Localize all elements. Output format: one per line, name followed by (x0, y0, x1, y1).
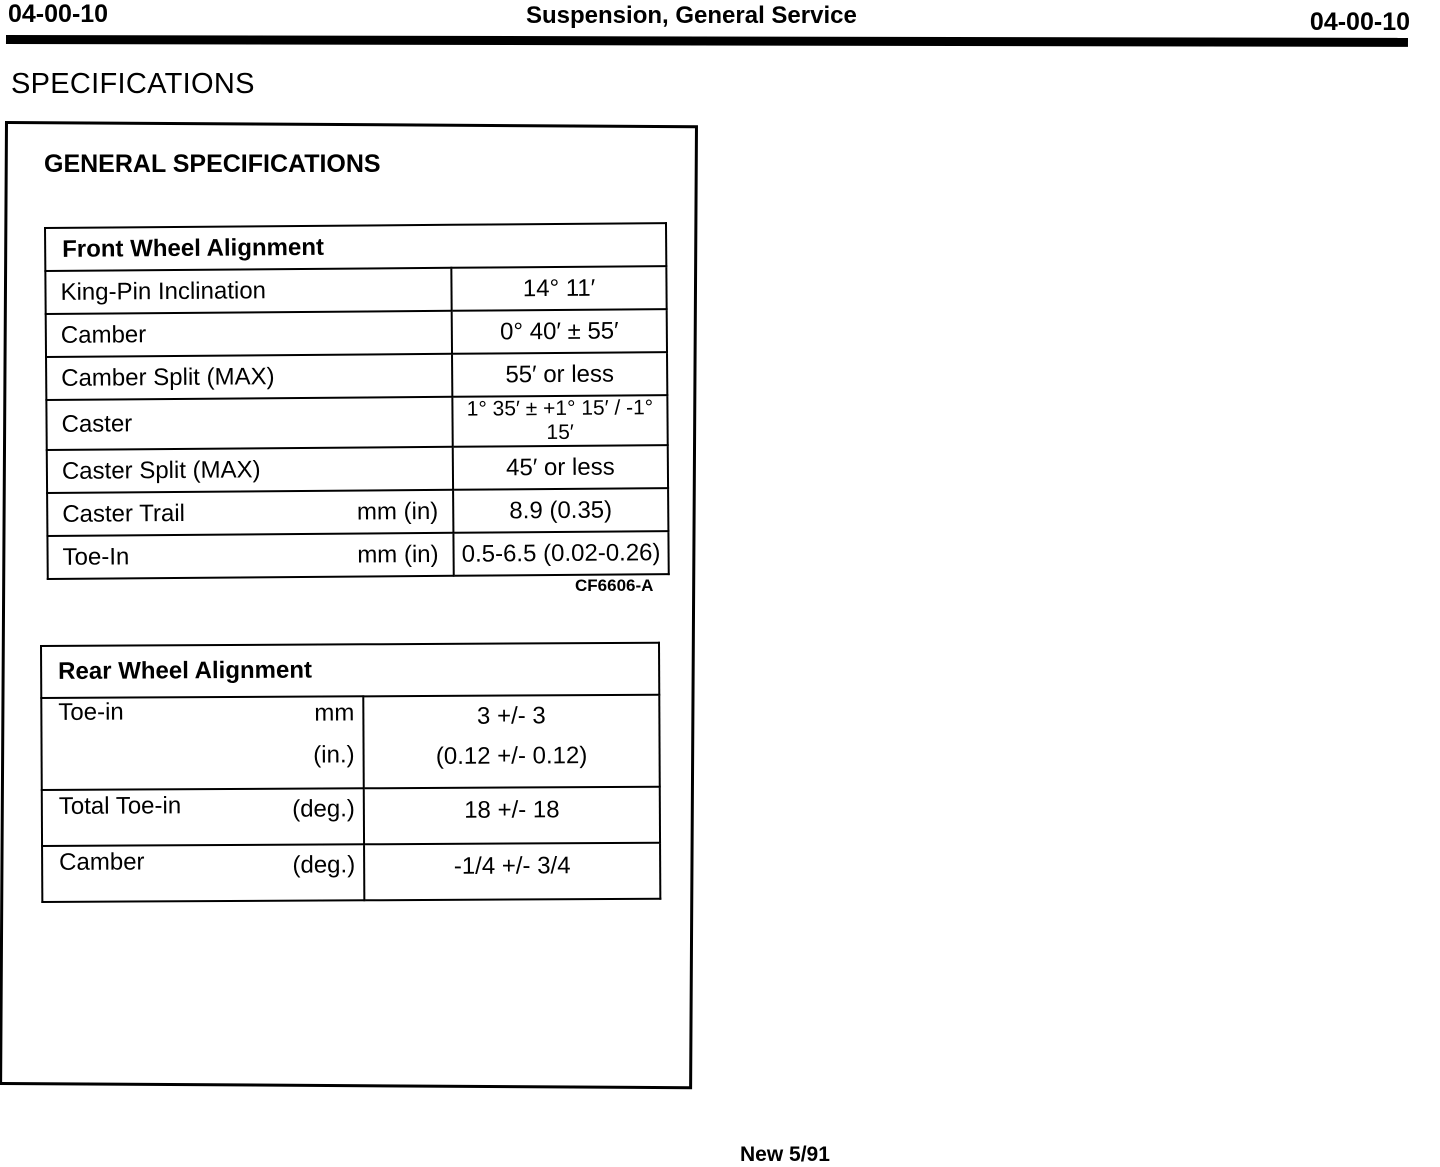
rear-wheel-alignment-table (40, 642, 661, 903)
row-value: 45′ or less (453, 445, 668, 490)
table-row (46, 395, 667, 450)
page-number-left: 04-00-10 (8, 0, 109, 28)
row-label: Toe-in (58, 698, 124, 726)
figure-code: CF6606-A (575, 576, 654, 595)
row-value-cell (363, 695, 659, 789)
row-value-cell (364, 787, 660, 845)
table-row (46, 352, 667, 400)
footer-edition: New 5/91 (740, 1143, 830, 1166)
row-label: Camber Split (MAX) (46, 354, 452, 400)
section-title: SPECIFICATIONS (11, 68, 255, 100)
table-row (46, 309, 667, 357)
row-value: 8.9 (0.35) (453, 488, 668, 533)
row-unit: mm (in) (357, 540, 439, 569)
table-header-row (41, 643, 659, 698)
row-value: 0.5-6.5 (0.02-0.26) (453, 531, 668, 576)
front-wheel-alignment-table (44, 222, 670, 580)
row-unit: (deg.) (292, 851, 356, 879)
table-row (45, 266, 666, 314)
rear-table-title: Rear Wheel Alignment (41, 643, 659, 698)
table-row (47, 488, 668, 536)
header-rule (6, 35, 1408, 47)
table-row (41, 695, 659, 790)
row-label-cell (47, 490, 453, 536)
row-value: -1/4 +/- 3/4 (453, 852, 571, 880)
row-label-cell (42, 844, 364, 902)
row-unit-mm: mm (314, 699, 355, 727)
row-value: 0° 40′ ± 55′ (452, 309, 667, 354)
row-unit-in: (in.) (313, 741, 355, 769)
table-header-row (45, 223, 666, 271)
row-label: King-Pin Inclination (45, 268, 451, 314)
row-label: Toe-In (62, 542, 130, 571)
row-label-cell (42, 788, 364, 846)
row-label: Camber (46, 311, 452, 357)
running-head-title: Suspension, General Service (526, 2, 857, 29)
row-label-cell (41, 696, 363, 790)
front-table-title: Front Wheel Alignment (45, 223, 666, 271)
row-value-cell (364, 843, 660, 901)
page-number-right: 04-00-10 (1309, 8, 1410, 36)
row-value: 14° 11′ (451, 266, 666, 311)
table-row (47, 531, 668, 579)
table-row (42, 843, 660, 902)
table-row (42, 787, 660, 846)
row-label: Caster Trail (62, 499, 186, 528)
row-label-cell (47, 533, 453, 579)
box-title: GENERAL SPECIFICATIONS (44, 150, 381, 178)
row-label: Caster (46, 397, 452, 450)
row-unit: mm (in) (356, 497, 439, 526)
row-label: Caster Split (MAX) (47, 447, 453, 493)
row-value-in: (0.12 +/- 0.12) (435, 742, 588, 770)
row-label: Camber (59, 848, 145, 876)
row-value: 18 +/- 18 (464, 796, 560, 824)
row-unit: (deg.) (292, 795, 355, 823)
row-value: 55′ or less (452, 352, 667, 397)
table-row (47, 445, 668, 493)
row-value-mm: 3 +/- 3 (476, 702, 546, 730)
row-label: Total Toe-in (58, 792, 182, 820)
row-value: 1° 35′ ± +1° 15′ / -1° 15′ (452, 395, 667, 447)
